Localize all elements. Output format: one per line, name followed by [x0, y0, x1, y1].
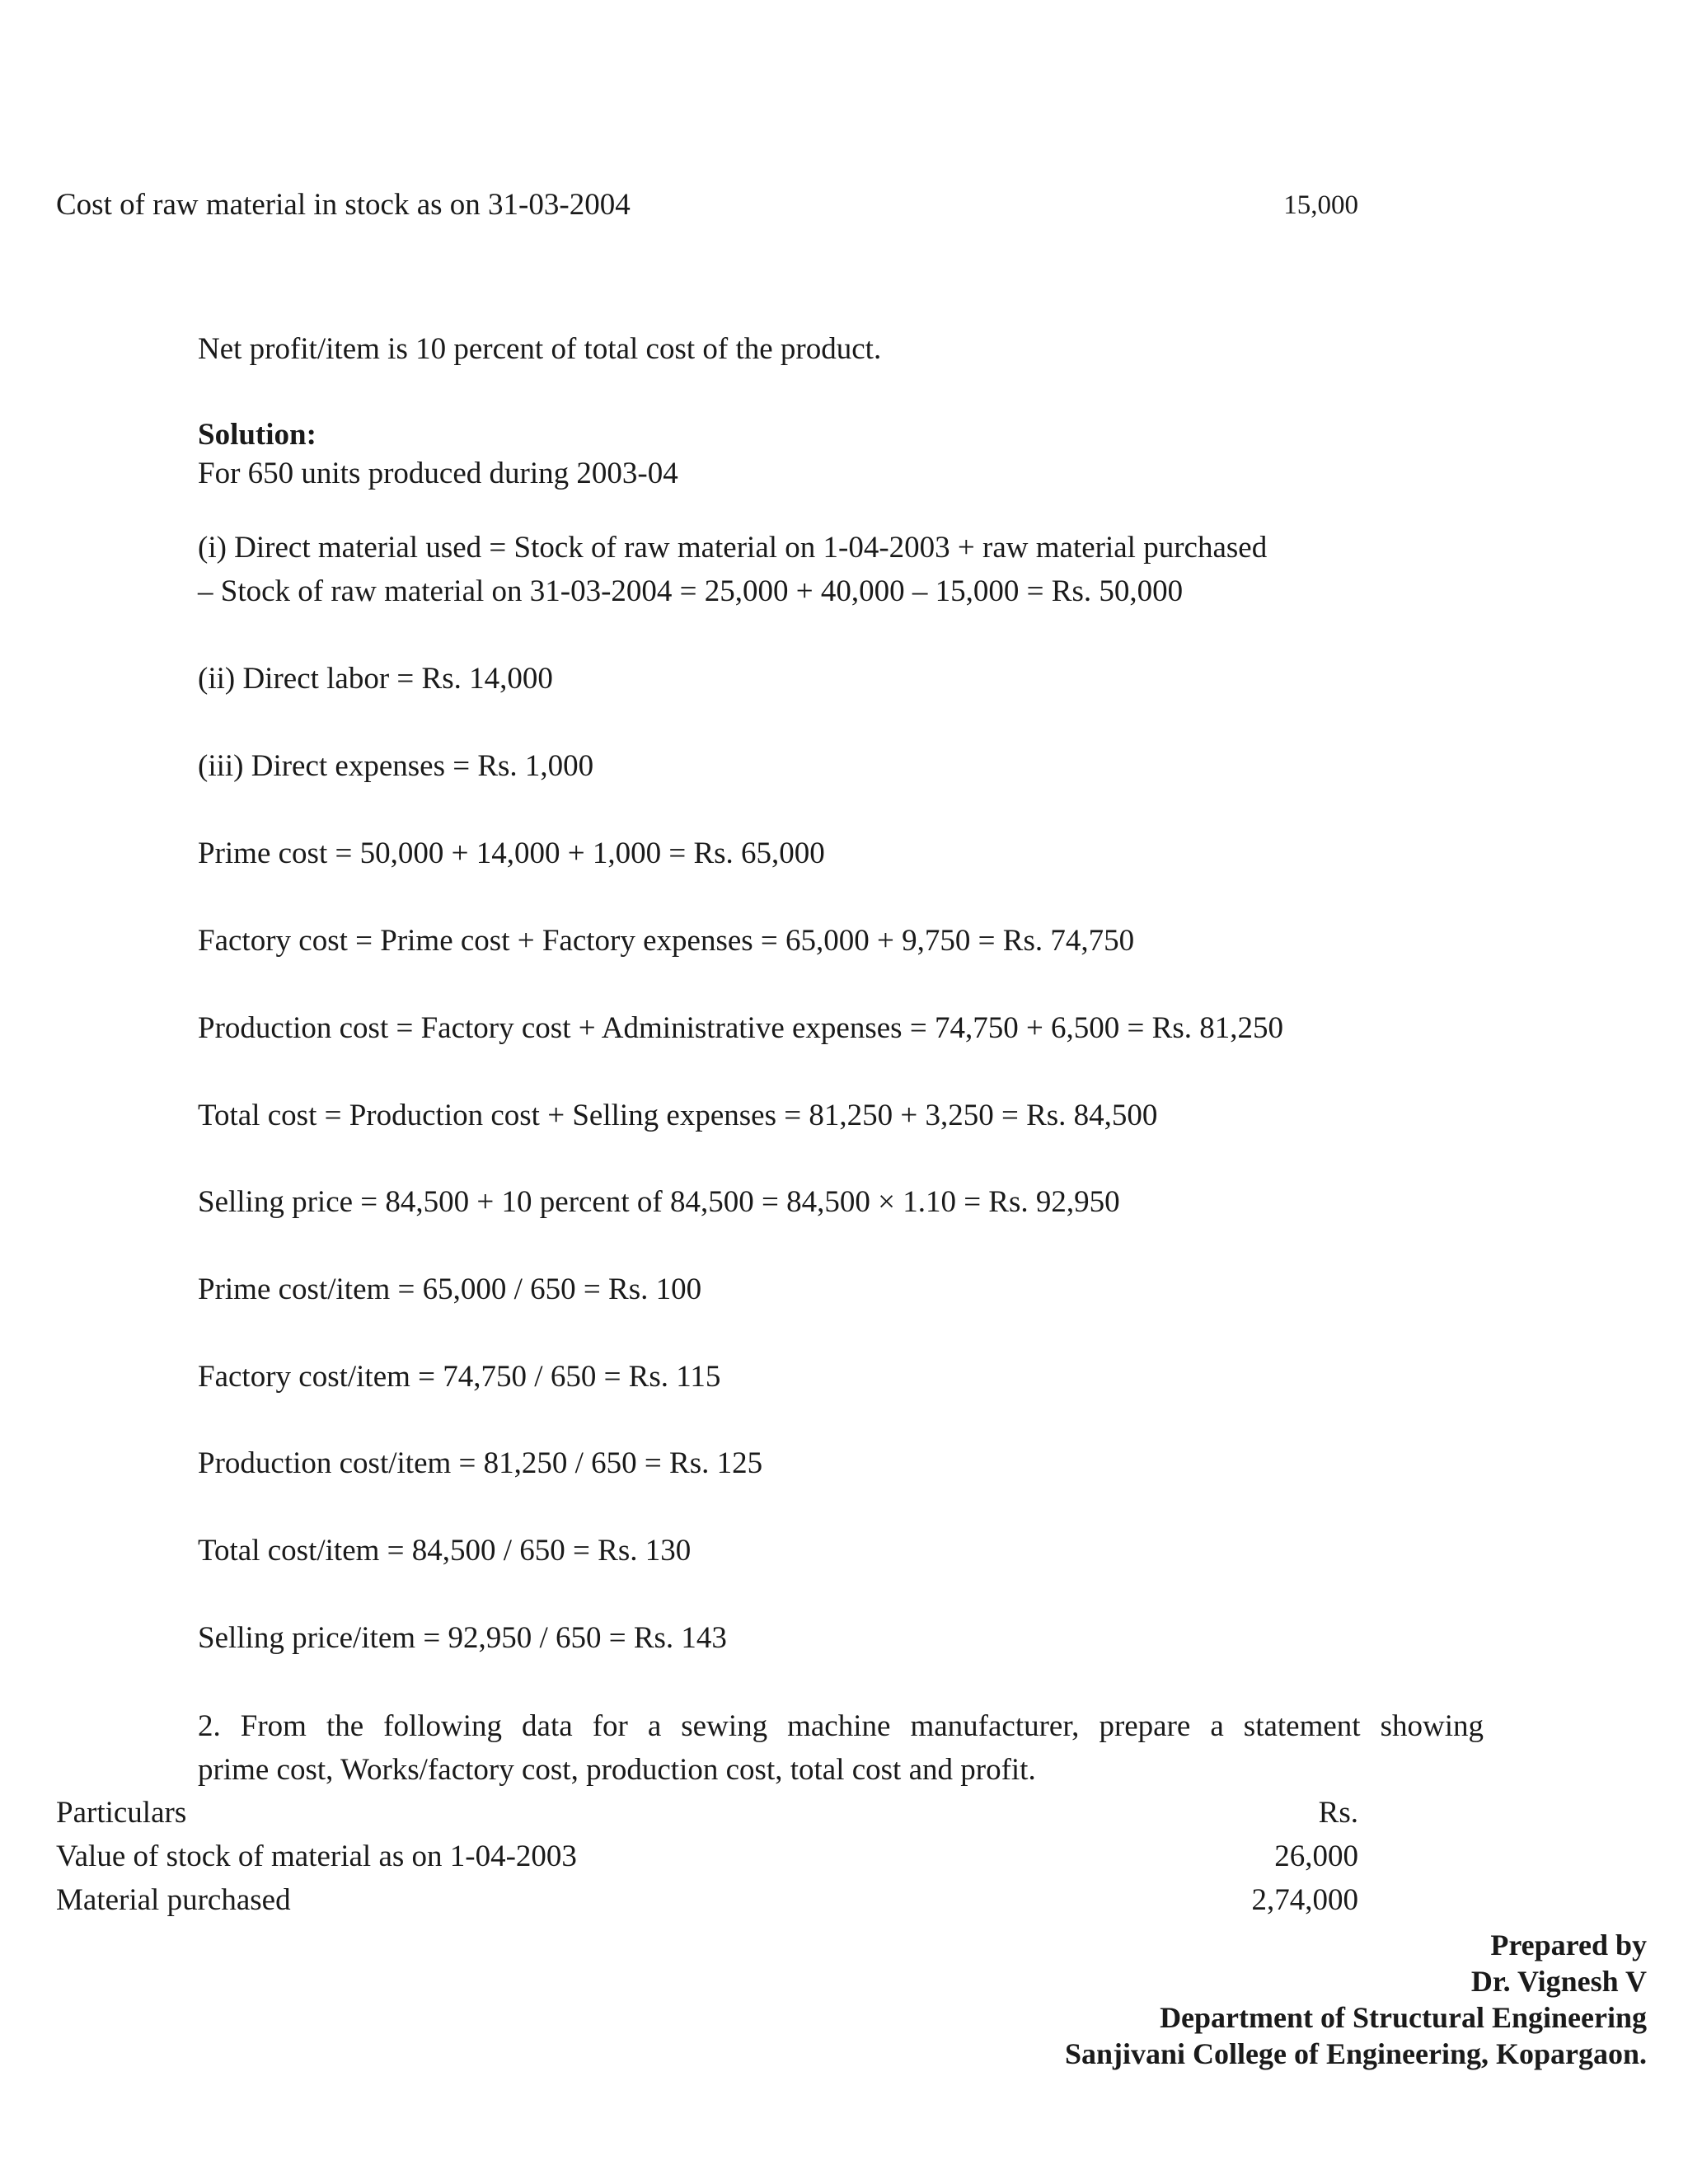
total-cost-per-item: Total cost/item = 84,500 / 650 = Rs. 130 [198, 1534, 692, 1568]
prime-cost: Prime cost = 50,000 + 14,000 + 1,000 = Rs. 65,000 [198, 837, 825, 870]
row-label: Material purchased [56, 1883, 291, 1917]
prime-cost-per-item: Prime cost/item = 65,000 / 650 = Rs. 100 [198, 1272, 702, 1306]
factory-cost-per-item: Factory cost/item = 74,750 / 650 = Rs. 115 [198, 1360, 721, 1394]
solution-intro: For 650 units produced during 2003-04 [198, 457, 678, 490]
direct-labor: (ii) Direct labor = Rs. 14,000 [198, 662, 553, 696]
row-value: 26,000 [1274, 1840, 1358, 1873]
factory-cost: Factory cost = Prime cost + Factory expenses = 65,000 + 9,750 = Rs. 74,750 [198, 924, 1135, 958]
particulars-header: Particulars [56, 1796, 187, 1830]
row-value: 15,000 [1283, 190, 1358, 220]
question-2-line-1: 2. From the following data for a sewing machine manufacturer, prepare a statement showing [198, 1709, 1484, 1743]
question-2-line-2: prime cost, Works/factory cost, production cost, total cost and profit. [198, 1753, 1036, 1787]
total-cost: Total cost = Production cost + Selling expenses = 81,250 + 3,250 = Rs. 84,500 [198, 1099, 1158, 1132]
row-label: Cost of raw material in stock as on 31-03-2004 [56, 188, 631, 222]
production-cost: Production cost = Factory cost + Administrative expenses = 74,750 + 6,500 = Rs. 81,250 [198, 1011, 1284, 1045]
solution-heading: Solution: [198, 418, 316, 452]
row-label: Value of stock of material as on 1-04-2003 [56, 1840, 577, 1873]
row-value: 2,74,000 [1251, 1883, 1358, 1917]
direct-expenses: (iii) Direct expenses = Rs. 1,000 [198, 749, 594, 783]
selling-price-per-item: Selling price/item = 92,950 / 650 = Rs. 143 [198, 1621, 727, 1655]
prepared-by-footer [1065, 1927, 1647, 2072]
production-cost-per-item: Production cost/item = 81,250 / 650 = Rs. 125 [198, 1446, 763, 1480]
selling-price: Selling price = 84,500 + 10 percent of 84,500 = 84,500 × 1.10 = Rs. 92,950 [198, 1185, 1120, 1219]
footer-prepared-by: Prepared by [1490, 1929, 1647, 1961]
rupees-header: Rs. [1318, 1796, 1358, 1830]
footer-author: Dr. Vignesh V [1470, 1965, 1647, 1998]
footer-department: Department of Structural Engineering [1160, 2001, 1647, 2034]
direct-material-line-1: (i) Direct material used = Stock of raw material on 1-04-2003 + raw material purchased [198, 531, 1268, 565]
net-profit-note: Net profit/item is 10 percent of total cost of the product. [198, 332, 882, 366]
question-2 [198, 1704, 1484, 1792]
footer-college: Sanjivani College of Engineering, Kopargaon. [1064, 2037, 1647, 2070]
direct-material-line-2: – Stock of raw material on 31-03-2004 = 25,000 + 40,000 – 15,000 = Rs. 50,000 [198, 574, 1184, 608]
